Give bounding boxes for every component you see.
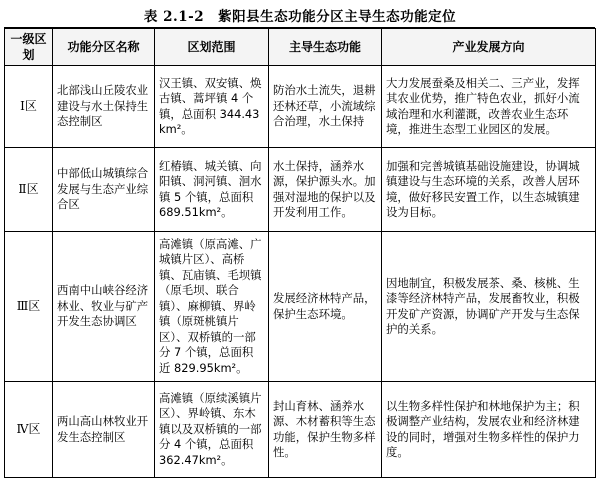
direction-cell (382, 148, 596, 232)
table-row (5, 148, 596, 232)
function-text: 水土保持，涵养水源，保护源头水。加强对湿地的保护以及开发利用工作。 (273, 158, 376, 219)
function-cell (269, 382, 382, 478)
direction-text: 因地制宜，积极发展茶、桑、核桃、生漆等经济林特产品，发展畜牧业，积极开发矿产资源，协调矿产开发与生态保护的关系。 (386, 275, 580, 336)
header-zone: 一级区划 (5, 29, 53, 66)
scope-cell (155, 148, 269, 232)
scope-text: 高滩镇（原高滩、广城镇片区）、高桥镇、瓦庙镇、毛坝镇（原毛坝、联合镇）、麻柳镇、界岭镇（原斑桃镇片区）、双桥镇的一部分 7 个镇，总面积近 829.95km²。 (159, 236, 262, 375)
scope-cell (155, 382, 269, 478)
table-caption: 表 2.1-2 紫阳县生态功能分区主导生态功能定位 (143, 9, 457, 25)
table-row (5, 232, 596, 382)
header-direction: 产业发展方向 (382, 29, 596, 66)
table-row (5, 382, 596, 478)
table-header-row (5, 29, 596, 66)
function-cell (269, 232, 382, 382)
zoning-table (4, 28, 596, 478)
scope-text: 汉王镇、双安镇、焕古镇、蒿坪镇 4 个镇，总面积 344.43km²。 (159, 75, 262, 136)
header-function: 主导生态功能 (269, 29, 382, 66)
name-text: 北部浅山丘陵农业建设与水土保持生态控制区 (57, 83, 149, 129)
direction-text: 以生物多样性保护和林地保护为主；积极调整产业结构，发展农业和经济林建设的同时，增强对生物多样性的保护力度。 (386, 398, 580, 459)
zone-cell: Ⅰ区 (5, 66, 53, 148)
direction-cell (382, 382, 596, 478)
zone-cell: Ⅱ区 (5, 148, 53, 232)
scope-text: 红椿镇、城关镇、向阳镇、洞河镇、洄水镇 5 个镇，总面积 689.51km²。 (159, 158, 262, 219)
direction-cell (382, 66, 596, 148)
name-cell (53, 232, 155, 382)
name-text: 两山高山林牧业开发生态控制区 (57, 414, 149, 444)
header-name: 功能分区名称 (53, 29, 155, 66)
name-cell (53, 66, 155, 148)
name-text: 西南中山峡谷经济林业、牧业与矿产开发生态协调区 (57, 283, 149, 329)
direction-text: 加强和完善城镇基础设施建设，协调城镇建设与生态环境的关系，改善人居环境，做好移民安置工作，以生态城镇建设为目标。 (386, 158, 580, 219)
name-cell (53, 382, 155, 478)
function-text: 发展经济林特产品，保护生态环境。 (273, 291, 376, 321)
scope-cell (155, 66, 269, 148)
function-text: 防治水土流失，退耕还林还草，小流域综合治理，水土保持 (273, 83, 376, 129)
name-text: 中部低山城镇综合发展与生态产业综合区 (57, 166, 149, 212)
zone-cell: Ⅳ区 (5, 382, 53, 478)
scope-text: 高滩镇（原续溪镇片区）、界岭镇、东木镇以及双桥镇的一部分 4 个镇，总面积 362.47km²。 (159, 390, 262, 467)
scope-cell (155, 232, 269, 382)
table-row (5, 66, 596, 148)
name-cell (53, 148, 155, 232)
function-cell (269, 148, 382, 232)
direction-text: 大力发展蚕桑及相关二、三产业，发挥其农业优势，推广特色农业，抓好小流域治理和水利灌溉，改善农业生态环境，推进生态型工业园区的发展。 (386, 75, 580, 136)
direction-cell (382, 232, 596, 382)
zone-cell: Ⅲ区 (5, 232, 53, 382)
function-text: 封山育林、涵养水源、木材蓄积等生态功能，保护生物多样性。 (273, 398, 376, 459)
function-cell (269, 66, 382, 148)
header-scope: 区划范围 (155, 29, 269, 66)
